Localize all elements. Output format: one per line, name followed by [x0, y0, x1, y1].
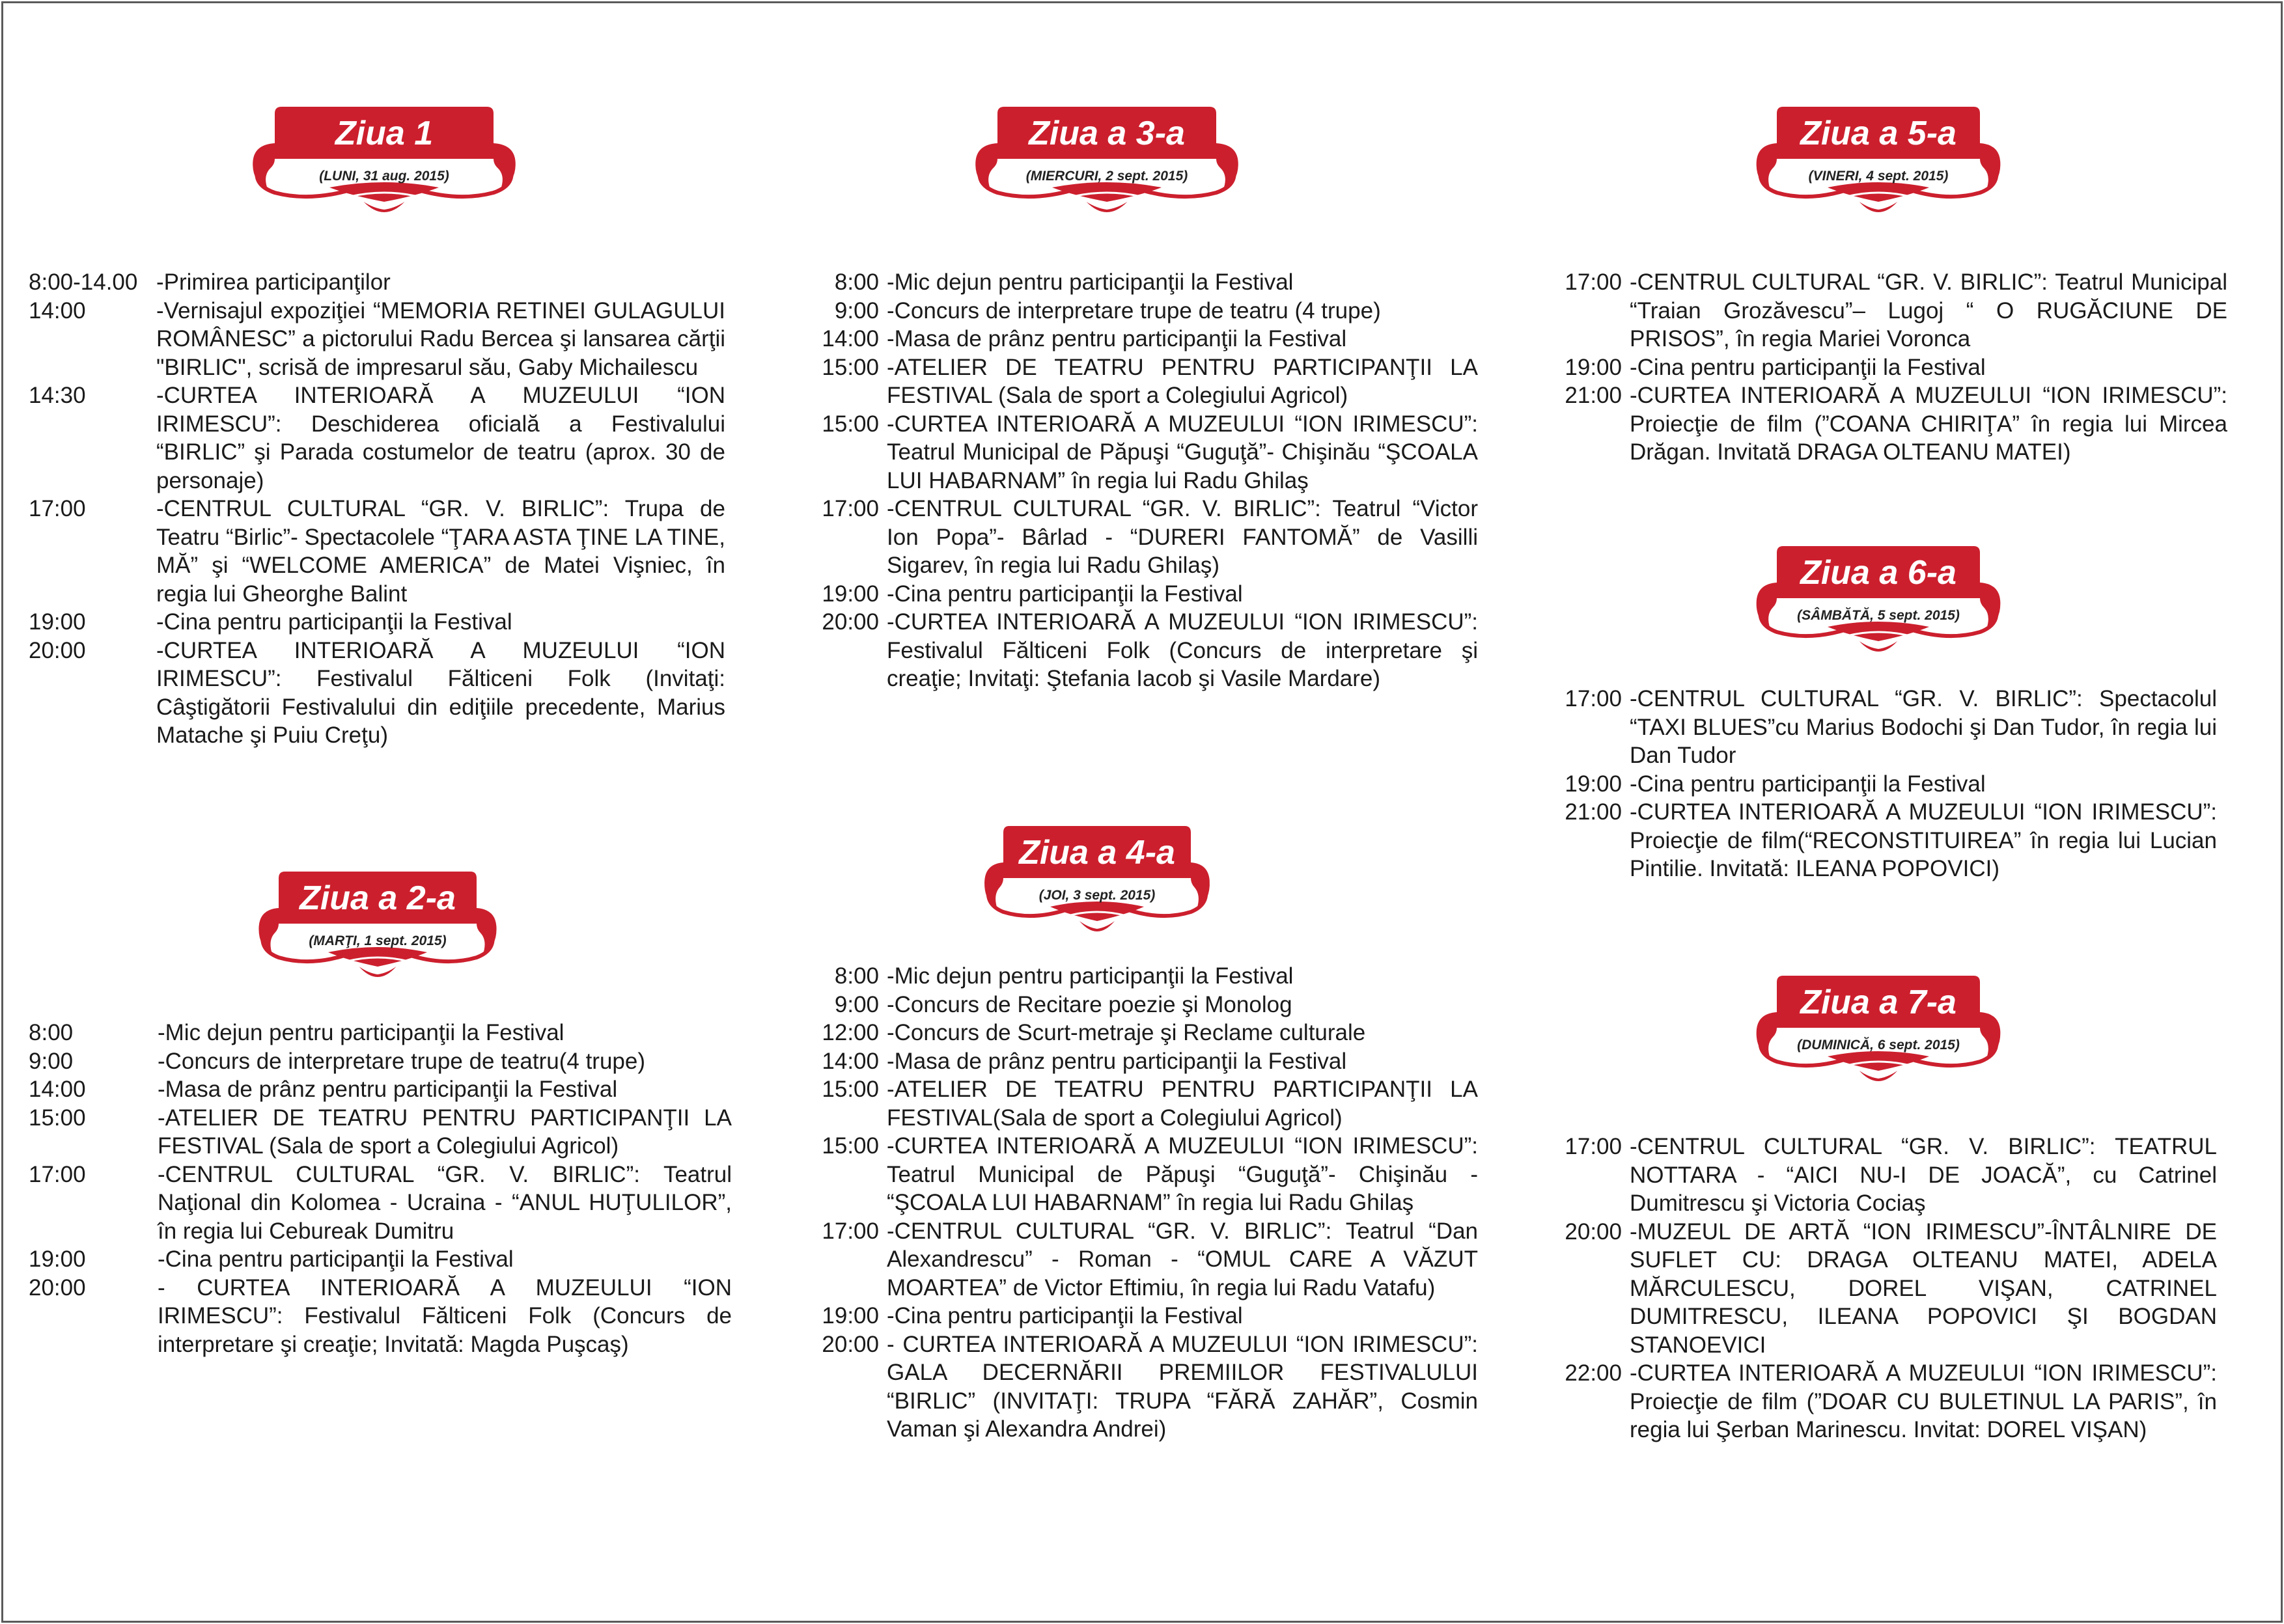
- schedule-row: [1546, 268, 2227, 353]
- schedule-row: [1546, 798, 2217, 883]
- day-date: (LUNI, 31 aug. 2015): [319, 169, 449, 184]
- schedule-description: -Concurs de interpretare trupe de teatru (4 trupe): [887, 297, 1381, 323]
- schedule-description: -CENTRUL CULTURAL “GR. V. BIRLIC”: Teatrul “Victor Ion Popa”- Bârlad - “DURERI FANTOMĂ” de Vasilli Sigarev, în regia lui Radu Ghilaş): [887, 496, 1478, 578]
- schedule-time: 9:00: [834, 991, 879, 1017]
- schedule-time: 19:00: [1565, 771, 1622, 797]
- day-3-schedule: [775, 268, 1478, 693]
- day-date: (DUMINICĂ, 6 sept. 2015): [1797, 1038, 1960, 1053]
- schedule-time: 19:00: [29, 1246, 86, 1272]
- schedule-row: [775, 1075, 1478, 1132]
- schedule-time: 20:00: [822, 1331, 879, 1357]
- schedule-time: 8:00: [834, 269, 879, 295]
- schedule-time: 20:00: [29, 637, 86, 663]
- schedule-row: [29, 1047, 732, 1076]
- schedule-time: 20:00: [822, 609, 879, 635]
- schedule-time: 17:00: [822, 1218, 879, 1244]
- schedule-time: 15:00: [822, 1077, 879, 1102]
- schedule-description: -CENTRUL CULTURAL “GR. V. BIRLIC”: Teatrul “Dan Alexandrescu” - Roman - “OMUL CARE A VĂZUT MOARTEA” de Victor Eftimiu, în regia lui Radu Vatafu): [887, 1218, 1478, 1301]
- day-title: Ziua a 3-a: [1029, 115, 1185, 152]
- schedule-description: -CURTEA INTERIOARĂ A MUZEULUI “ION IRIMESCU”: Proiecţie de film(“RECONSTITUIREA” în regia lui Lucian Pintilie. Invitată: ILEANA POPOVICI): [1630, 799, 2217, 881]
- schedule-time: 12:00: [822, 1020, 879, 1045]
- day-4-banner: [980, 823, 1214, 954]
- schedule-description: -ATELIER DE TEATRU PENTRU PARTICIPANŢII LA FESTIVAL(Sala de sport a Colegiului Agricol): [887, 1077, 1478, 1131]
- schedule-row: [775, 325, 1478, 353]
- day-title: Ziua 1: [335, 115, 434, 152]
- schedule-description: - CURTEA INTERIOARĂ A MUZEULUI “ION IRIMESCU”: Festivalul Fălticeni Folk (Concurs de interpretare şi creaţie; Invitată: Magda Puşcaş): [158, 1274, 732, 1357]
- schedule-description: -Mic dejun pentru participanţii la Festival: [887, 963, 1294, 989]
- schedule-description: -CURTEA INTERIOARĂ A MUZEULUI “ION IRIMESCU”: Proiecţie de film (”DOAR CU BULETINUL LA PARIS”, în regia lui Şerban Marinescu. Invitat: DOREL VIŞAN): [1630, 1360, 2217, 1442]
- schedule-description: -CURTEA INTERIOARĂ A MUZEULUI “ION IRIMESCU”: Teatrul Municipal de Păpuşi “Guguţă”- Chişinău “ŞCOALA LUI HABARNAM” în regia lui Radu Ghilaş: [887, 411, 1478, 493]
- schedule-time: 20:00: [1565, 1218, 1622, 1245]
- schedule-description: -CENTRUL CULTURAL “GR. V. BIRLIC”: Spectacolul “TAXI BLUES”cu Marius Bodochi şi Dan Tudor, în regia lui Dan Tudor: [1630, 686, 2217, 768]
- schedule-row: [775, 580, 1478, 609]
- schedule-time: 15:00: [29, 1105, 86, 1131]
- schedule-row: [775, 353, 1478, 410]
- schedule-time: 8:00: [834, 963, 879, 989]
- day-6-banner: [1751, 544, 2005, 674]
- schedule-description: -CURTEA INTERIOARĂ A MUZEULUI “ION IRIMESCU”: Deschiderea oficială a Festivalului “BIRLIC” şi Parada costumelor de teatru (aprox. 30 de personaje): [156, 383, 725, 493]
- schedule-row: [1546, 1218, 2217, 1360]
- day-1-banner: [247, 104, 521, 234]
- schedule-row: [775, 495, 1478, 580]
- schedule-description: -Cina pentru participanţii la Festival: [1630, 354, 1986, 380]
- day-7-banner: [1751, 973, 2005, 1103]
- schedule-description: -CURTEA INTERIOARĂ A MUZEULUI “ION IRIMESCU”: Festivalul Fălticeni Folk (Concurs de interpretare şi creaţie; Invitaţi: Ştefania Iacob şi Vasile Mardare): [887, 609, 1478, 691]
- schedule-row: [29, 637, 725, 750]
- schedule-row: [29, 608, 725, 637]
- schedule-row: [775, 268, 1478, 297]
- schedule-description: -Masa de prânz pentru participanţii la Festival: [887, 1048, 1347, 1074]
- day-title: Ziua a 6-a: [1800, 554, 1957, 592]
- schedule-row: [775, 1217, 1478, 1302]
- schedule-row: [1546, 1133, 2217, 1218]
- schedule-description: -ATELIER DE TEATRU PENTRU PARTICIPANŢII LA FESTIVAL (Sala de sport a Colegiului Agricol): [887, 354, 1478, 408]
- schedule-time: 14:30: [29, 383, 86, 408]
- day-date: (SÂMBĂTĂ, 5 sept. 2015): [1797, 608, 1960, 623]
- schedule-time: 17:00: [1565, 1134, 1622, 1159]
- schedule-row: [29, 268, 725, 297]
- schedule-time: 19:00: [29, 609, 86, 635]
- schedule-row: [29, 381, 725, 495]
- schedule-description: -Vernisajul expoziţiei “MEMORIA RETINEI GULAGULUI ROMÂNESC” a pictorului Radu Bercea şi lansarea cărţii "BIRLIC", scrisă de impresarul său, Gaby Michailescu: [156, 297, 725, 380]
- schedule-time: 17:00: [1565, 269, 1622, 295]
- day-title: Ziua a 5-a: [1800, 115, 1957, 152]
- schedule-time: 17:00: [29, 1161, 86, 1187]
- schedule-row: [29, 1075, 732, 1104]
- day-4-schedule: [775, 962, 1478, 1444]
- schedule-time: 14:00: [29, 297, 86, 323]
- schedule-description: -CENTRUL CULTURAL “GR. V. BIRLIC”: Teatrul Municipal “Traian Grozăvescu”– Lugoj “ O RUGĂCIUNE DE PRISOS”, în regia Mariei Voronca: [1630, 269, 2227, 351]
- schedule-description: -MUZEUL DE ARTĂ “ION IRIMESCU”-ÎNTÂLNIRE DE SUFLET CU: DRAGA OLTEANU MATEI, ADELA MĂRCULESCU, DOREL VIŞAN, CATRINEL DUMITRESCU, ILEANA POPOVICI ŞI BOGDAN STANOEVICI: [1630, 1218, 2217, 1358]
- schedule-description: -Cina pentru participanţii la Festival: [1630, 771, 1986, 797]
- schedule-time: 19:00: [822, 581, 879, 607]
- schedule-time: 9:00: [29, 1048, 74, 1074]
- schedule-description: -Primirea participanţilor: [156, 269, 391, 295]
- schedule-time: 14:00: [29, 1077, 86, 1102]
- day-2-banner: [254, 869, 501, 999]
- schedule-row: [775, 991, 1478, 1019]
- schedule-description: -CURTEA INTERIOARĂ A MUZEULUI “ION IRIMESCU”: Teatrul Municipal de Păpuşi “Guguţă”- Chişinău - “ŞCOALA LUI HABARNAM” în regia lui Radu Ghilaş: [887, 1133, 1478, 1215]
- schedule-row: [29, 1104, 732, 1161]
- schedule-row: [29, 297, 725, 382]
- schedule-time: 19:00: [822, 1303, 879, 1328]
- day-7-schedule: [1546, 1133, 2217, 1444]
- day-1-schedule: [29, 268, 725, 750]
- schedule-time: 15:00: [822, 411, 879, 437]
- schedule-row: [1546, 685, 2217, 770]
- schedule-row: [775, 608, 1478, 693]
- day-title: Ziua a 7-a: [1800, 984, 1957, 1021]
- schedule-row: [775, 1047, 1478, 1076]
- day-5-schedule: [1546, 268, 2227, 467]
- schedule-description: -CURTEA INTERIOARĂ A MUZEULUI “ION IRIMESCU”: Festivalul Fălticeni Folk (Invitaţi: Câştigătorii Festivalului din ediţiile precedente, Marius Matache şi Puiu Creţu): [156, 637, 725, 748]
- schedule-row: [775, 1330, 1478, 1444]
- schedule-description: -Masa de prânz pentru participanţii la Festival: [887, 326, 1347, 351]
- schedule-row: [29, 1161, 732, 1246]
- schedule-time: 14:00: [822, 1048, 879, 1074]
- schedule-description: -Masa de prânz pentru participanţii la Festival: [158, 1077, 618, 1102]
- schedule-time: 20:00: [29, 1274, 86, 1301]
- schedule-description: -Cina pentru participanţii la Festival: [156, 609, 512, 635]
- schedule-row: [775, 1132, 1478, 1217]
- schedule-row: [775, 1302, 1478, 1330]
- day-2-schedule: [29, 1019, 732, 1358]
- schedule-row: [1546, 770, 2217, 799]
- day-3-banner: [970, 104, 1244, 234]
- schedule-description: -CENTRUL CULTURAL “GR. V. BIRLIC”: Trupa de Teatru “Birlic”- Spectacolele “ŢARA ASTA ŢINE LA TINE, MĂ” şi “WELCOME AMERICA” de Matei Vişniec, în regia lui Gheorghe Balint: [156, 496, 725, 607]
- schedule-description: -Cina pentru participanţii la Festival: [887, 581, 1243, 607]
- schedule-row: [775, 410, 1478, 495]
- day-6-schedule: [1546, 685, 2217, 883]
- schedule-description: -ATELIER DE TEATRU PENTRU PARTICIPANŢII LA FESTIVAL (Sala de sport a Colegiului Agricol): [158, 1105, 732, 1159]
- day-title: Ziua a 2-a: [299, 879, 456, 917]
- schedule-time: 9:00: [834, 297, 879, 323]
- schedule-time: 19:00: [1565, 354, 1622, 380]
- schedule-row: [29, 495, 725, 608]
- day-title: Ziua a 4-a: [1019, 834, 1175, 872]
- day-date: (JOI, 3 sept. 2015): [1038, 888, 1156, 903]
- schedule-description: - CURTEA INTERIOARĂ A MUZEULUI “ION IRIMESCU”: GALA DECERNĂRII PREMIILOR FESTIVALULUI “BIRLIC” (INVITAŢI: TRUPA “FĂRĂ ZAHĂR”, Cosmin Vaman şi Alexandra Andrei): [887, 1331, 1478, 1442]
- schedule-description: -Cina pentru participanţii la Festival: [887, 1303, 1243, 1328]
- schedule-row: [775, 962, 1478, 991]
- day-date: (MARŢI, 1 sept. 2015): [309, 933, 447, 948]
- day-5-banner: [1751, 104, 2005, 234]
- day-date: (MIERCURI, 2 sept. 2015): [1025, 169, 1188, 184]
- schedule-row: [775, 1019, 1478, 1047]
- schedule-row: [29, 1274, 732, 1359]
- schedule-description: -Mic dejun pentru participanţii la Festival: [158, 1020, 564, 1045]
- schedule-description: -CENTRUL CULTURAL “GR. V. BIRLIC”: Teatrul Naţional din Kolomea - Ucraina - “ANUL HUŢULILOR”, în regia lui Cebureak Dumitru: [158, 1161, 732, 1244]
- schedule-row: [1546, 381, 2227, 467]
- schedule-time: 8:00-14.00: [29, 269, 138, 295]
- schedule-description: -CENTRUL CULTURAL “GR. V. BIRLIC”: TEATRUL NOTTARA - “AICI NU-I DE JOACĂ”, cu Catrinel Dumitrescu şi Victoria Cociaş: [1630, 1134, 2217, 1216]
- schedule-time: 17:00: [1565, 686, 1622, 711]
- schedule-description: -Concurs de interpretare trupe de teatru(4 trupe): [158, 1048, 645, 1074]
- schedule-time: 14:00: [822, 326, 879, 351]
- schedule-row: [775, 297, 1478, 325]
- schedule-time: 8:00: [29, 1020, 74, 1045]
- schedule-time: 15:00: [822, 354, 879, 380]
- schedule-time: 17:00: [29, 496, 86, 521]
- day-date: (VINERI, 4 sept. 2015): [1808, 169, 1949, 184]
- schedule-time: 22:00: [1565, 1360, 1622, 1386]
- schedule-time: 15:00: [822, 1133, 879, 1159]
- schedule-time: 21:00: [1565, 799, 1622, 825]
- schedule-description: -Cina pentru participanţii la Festival: [158, 1246, 514, 1272]
- schedule-row: [1546, 353, 2227, 382]
- schedule-description: -Concurs de Scurt-metraje şi Reclame culturale: [887, 1020, 1366, 1045]
- schedule-description: -Mic dejun pentru participanţii la Festival: [887, 269, 1294, 295]
- schedule-time: 21:00: [1565, 383, 1622, 408]
- schedule-row: [29, 1019, 732, 1047]
- schedule-row: [29, 1245, 732, 1274]
- schedule-time: 17:00: [822, 496, 879, 521]
- schedule-row: [1546, 1359, 2217, 1444]
- schedule-description: -Concurs de Recitare poezie şi Monolog: [887, 991, 1292, 1017]
- schedule-description: -CURTEA INTERIOARĂ A MUZEULUI “ION IRIMESCU”: Proiecţie de film (”COANA CHIRIŢA” în regia lui Mircea Drăgan. Invitată DRAGA OLTEANU MATEI): [1630, 383, 2227, 465]
